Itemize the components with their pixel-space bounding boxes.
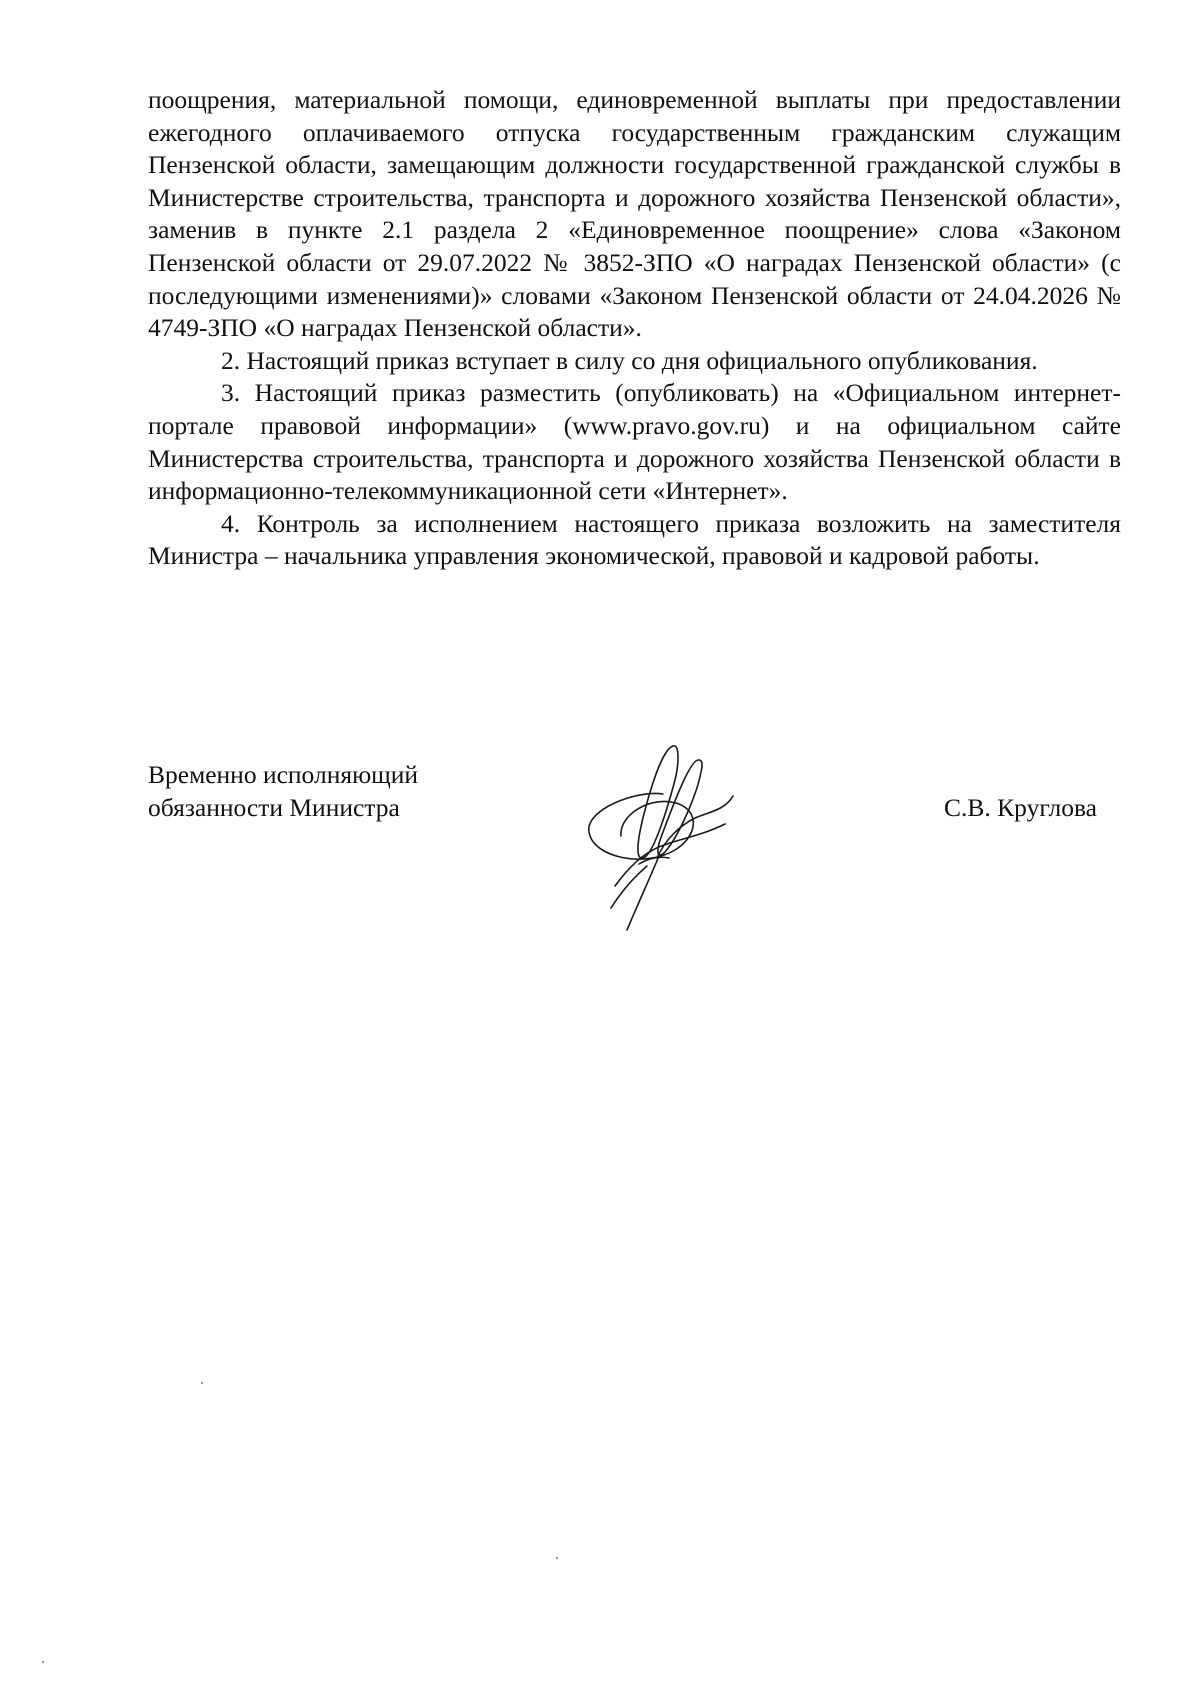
signatory-position-line-1: Временно исполняющий bbox=[148, 760, 419, 789]
scan-speck bbox=[556, 1557, 558, 1559]
paragraph-item-4: 4. Контроль за исполнением настоящего приказа возложить на заместителя Министра – начальника управления экономической, правовой и кадровой работы. bbox=[148, 508, 1121, 571]
signatory-position-line-2: обязанности Министра bbox=[148, 793, 400, 822]
scan-speck bbox=[42, 1661, 44, 1663]
signatory-position bbox=[148, 758, 508, 824]
paragraph-continuation: поощрения, материальной помощи, единовременной выплаты при предоставлении ежегодного оплачиваемого отпуска государственным гражданским служащим Пензенской области, замещающим должности государственной гражданской службы в Министерстве строительства, транспорта и дорожного хозяйства Пензенской области», заменив в пункте 2.1 раздела 2 «Единовременное поощрение» слова «Законом Пензенской области от 29.07.2022 № 3852-ЗПО «О наградах Пензенской области» (с последующими изменениями)» словами «Законом Пензенской области от 24.04.2026 № 4749-ЗПО «О наградах Пензенской области». bbox=[148, 85, 1121, 343]
scan-speck bbox=[201, 1382, 203, 1384]
paragraph-item-3: 3. Настоящий приказ разместить (опубликовать) на «Официальном интернет-портале правовой информации» (www.pravo.gov.ru) и на официальном сайте Министерства строительства, транспорта и дорожного хозяйства Пензенской области в информационно-телекоммуникационной сети «Интернет». bbox=[148, 378, 1121, 506]
signatory-name: С.В. Круглова bbox=[944, 793, 1097, 822]
document-body bbox=[148, 84, 1121, 573]
handwritten-signature bbox=[575, 740, 775, 940]
paragraph-item-2: 2. Настоящий приказ вступает в силу со дня официального опубликования. bbox=[221, 345, 1038, 375]
